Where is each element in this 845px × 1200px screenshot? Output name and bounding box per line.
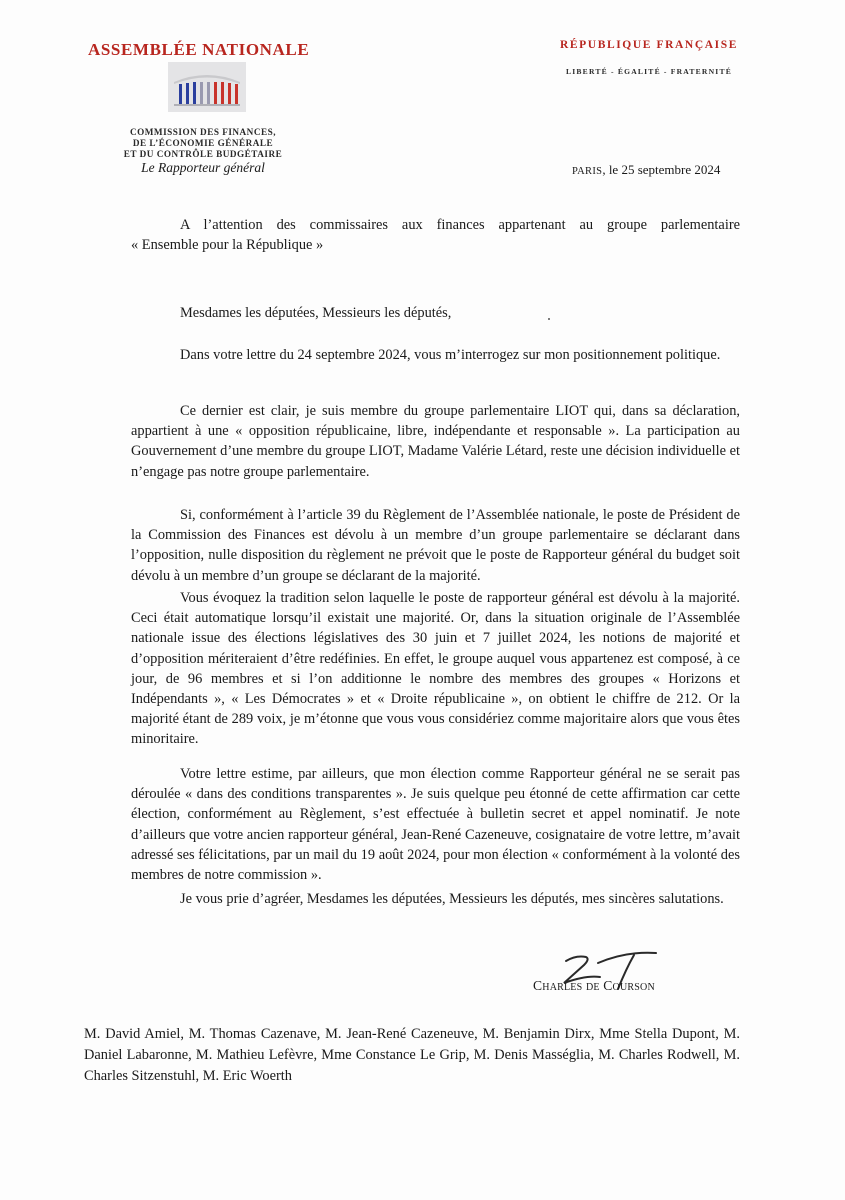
paragraph: Votre lettre estime, par ailleurs, que mon élection comme Rapporteur général ne se serait pas déroulée « dans des conditions transparentes ». Je suis quelque peu étonné de cette affirmation car cette élection, conformément au Règlement, s’est effectuée à bulletin secret et appel nominatif. Je note d’ailleurs que votre ancien rapporteur général, Jean-René Cazeneuve, cosignataire de votre lettre, m’avait adressé ses félicitations, par un mail du 19 août 2024, pour mon élection « conformément à la volonté des membres de notre commission ». (131, 766, 740, 884)
scan-speck (548, 318, 550, 320)
signatory-name: Charles de Courson (533, 978, 655, 993)
date-city: PARIS (572, 166, 603, 177)
recipients-list: M. David Amiel, M. Thomas Cazenave, M. Jean-René Cazeneuve, M. Benjamin Dirx, Mme Stella Dupont, M. Daniel Labaronne, M. Mathieu Lefèvre, Mme Constance Le Grip, M. Denis Masséglia, M. Charles Rodwell, M. Charles Sitzenstuhl, M. Eric Woerth (84, 1026, 740, 1084)
rapporteur-title: Le Rapporteur général (141, 160, 265, 175)
commission-line: COMMISSION DES FINANCES, (129, 127, 276, 137)
date-line (572, 162, 720, 178)
paragraph: Si, conformément à l’article 39 du Règlement de l’Assemblée nationale, le poste de Président de la Commission des Finances est dévolu à un membre d’un groupe parlementaire se déclarant dans l’opposition, nulle disposition du règlement ne prévoit que le poste de Rapporteur général du budget soit dévolu à un membre d’un groupe se déclarant de la majorité. (131, 507, 740, 584)
commission-line: DE L’ÉCONOMIE GÉNÉRALE (132, 138, 274, 148)
commission-name (100, 127, 306, 160)
paragraph: Ce dernier est clair, je suis membre du groupe parlementaire LIOT qui, dans sa déclaration, appartient à une « opposition républicaine, libre, indépendante et responsable ». La participation au Gouvernement d’une membre du groupe LIOT, Madame Valérie Létard, reste une décision individuelle et n’engage pas notre groupe parlementaire. (131, 403, 740, 480)
closing: Je vous prie d’agréer, Mesdames les députées, Messieurs les députés, mes sincères salutations. (180, 891, 724, 907)
republic-title: RÉPUBLIQUE FRANÇAISE (559, 39, 738, 51)
salutation: Mesdames les députées, Messieurs les députés, (180, 305, 452, 321)
hemicycle-logo-icon (168, 62, 246, 112)
date-text: , le 25 septembre 2024 (602, 162, 721, 177)
paragraph: Vous évoquez la tradition selon laquelle le poste de rapporteur général est dévolu à la majorité. Ceci était automatique lorsqu’il existait une majorité. Or, dans la situation originale de l’Assemblée nationale issue des élections législatives des 30 juin et 7 juillet 2024, les notions de majorité et d’opposition mériteraient d’être redéfinies. En effet, le groupe auquel vous appartenez est composé, à ce jour, de 96 membres et si l’on additionne le nombre des membres des groupes « Horizons et Indépendants », « Les Démocrates » et « Droite républicaine », on obtient le chiffre de 212. Or la majorité étant de 289 voix, je m’étonne que vous vous considériez comme majoritaire alors que vous êtes minoritaire. (131, 590, 740, 748)
paragraph: Dans votre lettre du 24 septembre 2024, vous m’interrogez sur mon positionnement politique. (180, 347, 721, 363)
addressee (131, 215, 740, 255)
addressee-group: « Ensemble pour la République » (131, 237, 324, 253)
motto: LIBERTÉ - ÉGALITÉ - FRATERNITÉ (566, 67, 732, 76)
commission-line: ET DU CONTRÔLE BUDGÉTAIRE (123, 149, 283, 159)
assembly-name: ASSEMBLÉE NATIONALE (88, 40, 310, 59)
addressee-line: A l’attention des commissaires aux finances appartenant au groupe parlementaire (180, 217, 740, 233)
